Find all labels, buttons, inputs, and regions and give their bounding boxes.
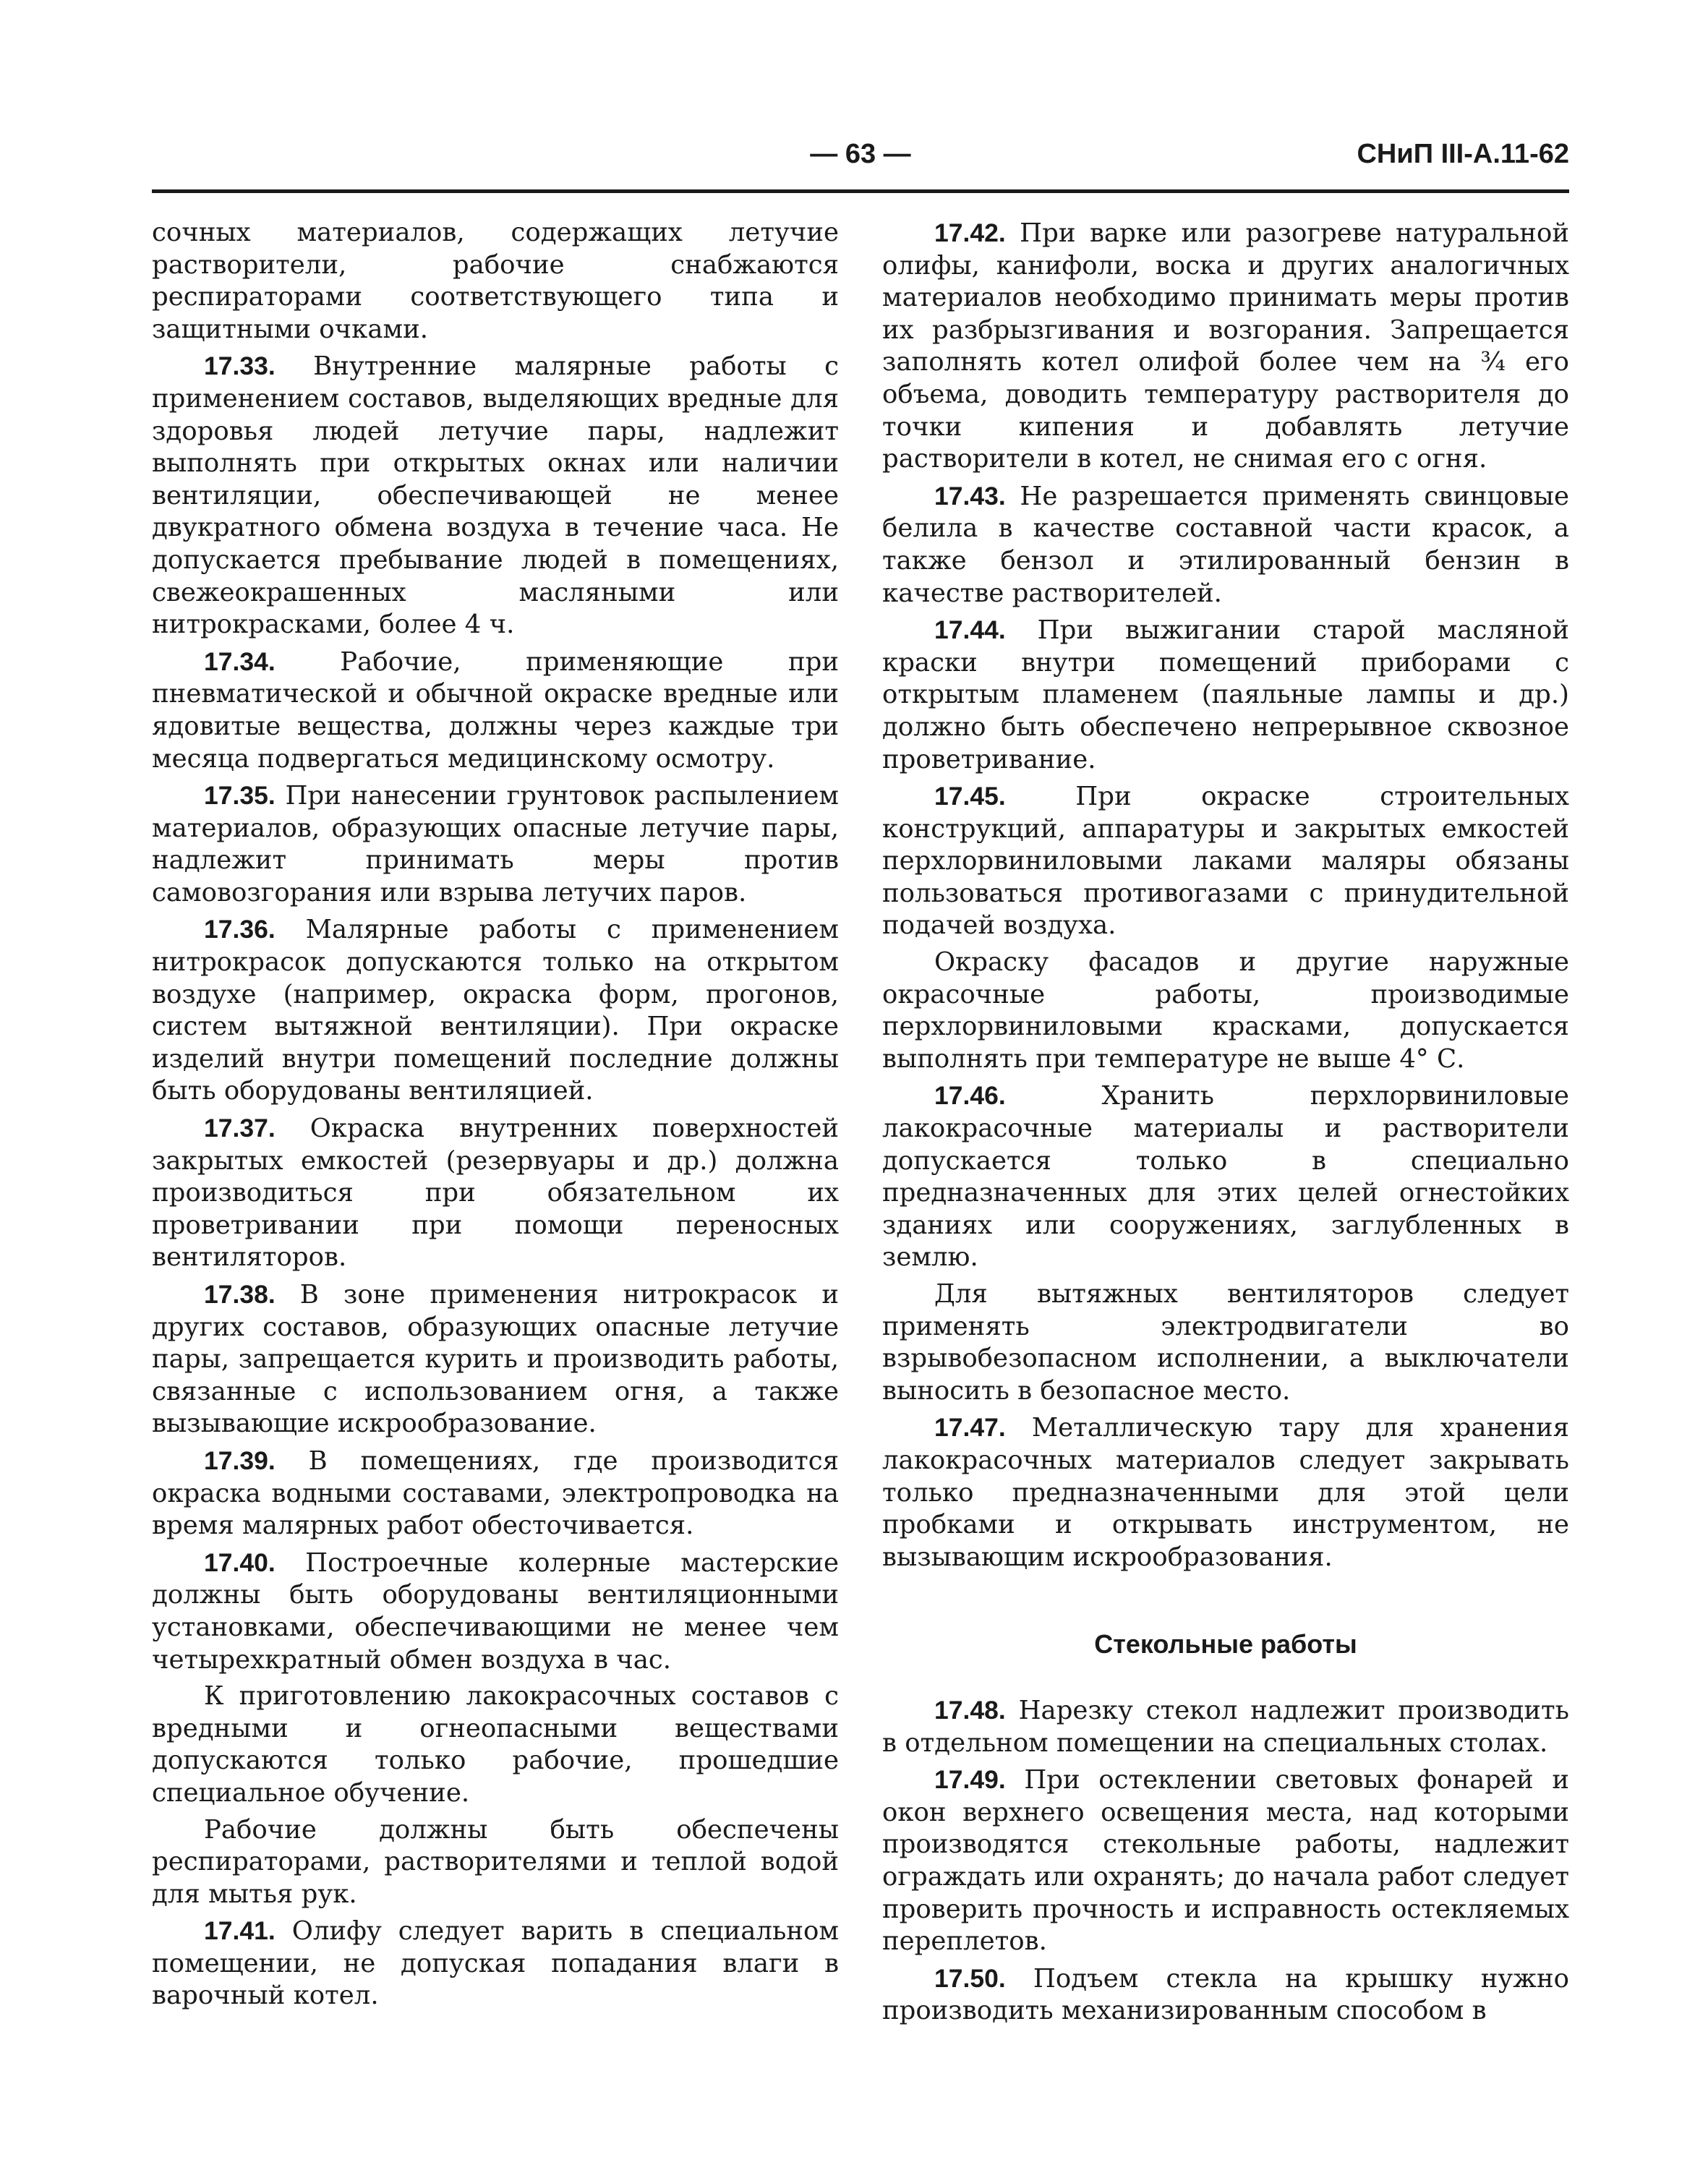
paragraph xyxy=(882,1278,1569,1407)
clause-number: 17.50. xyxy=(934,1963,1006,1993)
paragraph xyxy=(882,480,1569,610)
paragraph-text: При остеклении световых фонарей и окон верхнего освещения места, над которыми производятся стекольные работы, надлежит ограждать или охранять; до начала работ следует проверить прочность и исправность остекляемых переплетов. xyxy=(882,1765,1569,1957)
paragraph-text: Рабочие должны быть обеспечены респираторами, растворителями и теплой водой для мытья рук. xyxy=(152,1814,839,1909)
paragraph xyxy=(882,1080,1569,1274)
paragraph-text: В зоне применения нитрокрасок и других составов, образующих опасные летучие пары, запрещается курить и производить работы, связанные с использованием огня, а также вызывающие искрообразование. xyxy=(152,1280,839,1439)
clause-number: 17.47. xyxy=(934,1413,1006,1443)
paragraph xyxy=(882,1764,1569,1958)
paragraph-text: Олифу следует варить в специальном помещении, не допуская попадания влаги в варочный котел. xyxy=(152,1916,839,2011)
paragraph xyxy=(152,1112,839,1274)
paragraph-text: При нанесении грунтовок распылением материалов, образующих опасные летучие пары, надлежит принимать меры против самовозгорания или взрыва летучих паров. xyxy=(152,781,839,908)
paragraph xyxy=(882,780,1569,942)
paragraph xyxy=(882,217,1569,476)
paragraph-text: При окраске строительных конструкций, аппаратуры и закрытых емкостей перхлорвиниловыми лаками маляры обязаны пользоваться противогазами с принудительной подачей воздуха. xyxy=(882,782,1569,941)
paragraph xyxy=(152,1915,839,2012)
paragraph-text: Окраска внутренних поверхностей закрытых емкостей (резервуары и др.) должна производиться при обязательном их проветривании при помощи переносных вентиляторов. xyxy=(152,1114,839,1273)
paragraph-text: Окраску фасадов и другие наружные окрасочные работы, производимые перхлорвиниловыми красками, допускается выполнять при температуре не выше 4° С. xyxy=(882,947,1569,1074)
clause-number: 17.49. xyxy=(934,1765,1006,1795)
clause-number: 17.35. xyxy=(204,781,276,811)
paragraph xyxy=(152,646,839,775)
paragraph xyxy=(882,947,1569,1075)
header-rule xyxy=(152,189,1569,193)
paragraph xyxy=(152,913,839,1108)
clause-number: 17.33. xyxy=(204,351,276,381)
clause-number: 17.45. xyxy=(934,782,1006,811)
page-number: — 63 — xyxy=(810,139,911,169)
paragraph-text: При варке или разогреве натуральной олифы, канифоли, воска и других аналогичных материалов необходимо принимать меры против их разбрызгивания и возгорания. Запрещается заполнять котел олифой более чем на ¾ его объема, доводить температуру растворителя до точки кипения и добавлять летучие растворители в котел, не снимая его с огня. xyxy=(882,218,1569,474)
clause-number: 17.38. xyxy=(204,1280,276,1309)
paragraph xyxy=(152,1681,839,1809)
right-column-top xyxy=(882,217,1569,1573)
document-code: СНиП III-А.11-62 xyxy=(1357,139,1569,169)
paragraph xyxy=(882,1963,1569,2028)
paragraph-text: Не разрешается применять свинцовые белила в качестве составной части красок, а также бензол и этилированный бензин в качестве растворителей. xyxy=(882,481,1569,608)
clause-number: 17.42. xyxy=(934,218,1006,247)
paragraph-text: Для вытяжных вентиляторов следует применять электродвигатели во взрывобезопасном исполнении, а выключатели выносить в безопасное место. xyxy=(882,1279,1569,1406)
clause-number: 17.44. xyxy=(934,615,1006,645)
paragraph xyxy=(152,1278,839,1440)
paragraph xyxy=(152,1445,839,1542)
clause-number: 17.40. xyxy=(204,1547,276,1577)
clause-number: 17.43. xyxy=(934,481,1006,511)
paragraph-text: Металлическую тару для хранения лакокрасочных материалов следует закрывать только предназначенными для этой цели пробками и открывать инструментом, не вызывающим искрообразования. xyxy=(882,1413,1569,1572)
paragraph-text: К приготовлению лакокрасочных составов с вредными и огнеопасными веществами допускаются только рабочие, прошедшие специальное обучение. xyxy=(152,1681,839,1808)
section-heading: Стекольные работы xyxy=(1094,1629,1357,1660)
paragraph xyxy=(882,1694,1569,1759)
paragraph xyxy=(152,780,839,909)
paragraph-text: Подъем стекла на крышку нужно производить механизированным способом в xyxy=(882,1963,1569,2026)
paragraph xyxy=(152,217,839,346)
clause-number: 17.34. xyxy=(204,646,276,676)
paragraph-text: Рабочие, применяющие при пневматической и обычной окраске вредные или ядовитые вещества, должны через каждые три месяца подвергаться медицинскому осмотру. xyxy=(152,646,839,774)
right-column-bottom xyxy=(882,1694,1569,2028)
clause-number: 17.48. xyxy=(934,1695,1006,1725)
clause-number: 17.37. xyxy=(204,1114,276,1143)
paragraph-text: В помещениях, где производится окраска водными составами, электропроводка на время малярных работ обесточивается. xyxy=(152,1445,839,1541)
paragraph xyxy=(882,1412,1569,1573)
clause-number: 17.46. xyxy=(934,1081,1006,1111)
paragraph-text: сочных материалов, содержащих летучие растворители, рабочие снабжаются респираторами соответствующего типа и защитными очками. xyxy=(152,218,839,344)
paragraph xyxy=(152,1814,839,1911)
clause-number: 17.36. xyxy=(204,915,276,944)
paragraph xyxy=(882,614,1569,776)
page-header xyxy=(152,139,1569,189)
right-column xyxy=(882,217,1569,2032)
paragraph-text: Построечные колерные мастерские должны быть оборудованы вентиляционными установками, обеспечивающими не менее чем четырехкратный обмен воздуха в час. xyxy=(152,1547,839,1675)
clause-number: 17.41. xyxy=(204,1916,276,1946)
paragraph xyxy=(152,350,839,641)
paragraph-text: Хранить перхлорвиниловые лакокрасочные материалы и растворители допускается только в специально предназначенных для этих целей огнестойких зданиях или сооружениях, заглубленных в землю. xyxy=(882,1081,1569,1273)
paragraph xyxy=(152,1547,839,1676)
paragraph-text: Нарезку стекол надлежит производить в отдельном помещении на специальных столах. xyxy=(882,1695,1569,1758)
paragraph-text: Малярные работы с применением нитрокрасок допускаются только на открытом воздухе (например, окраска форм, прогонов, систем вытяжной вентиляции). При окраске изделий внутри помещений последние должны быть оборудованы вентиляцией. xyxy=(152,915,839,1106)
left-column xyxy=(152,217,839,2017)
clause-number: 17.39. xyxy=(204,1445,276,1475)
paragraph-text: При выжигании старой масляной краски внутри помещений приборами с открытым пламенем (паяльные лампы и др.) должно быть обеспечено непрерывное сквозное проветривание. xyxy=(882,615,1569,774)
paragraph-text: Внутренние малярные работы с применением составов, выделяющих вредные для здоровья людей летучие пары, надлежит выполнять при открытых окнах или наличии вентиляции, обеспечивающей не менее двукратного обмена воздуха в течение часа. Не допускается пребывание людей в помещениях, свежеокрашенных масляными или нитрокрасками, более 4 ч. xyxy=(152,351,839,640)
